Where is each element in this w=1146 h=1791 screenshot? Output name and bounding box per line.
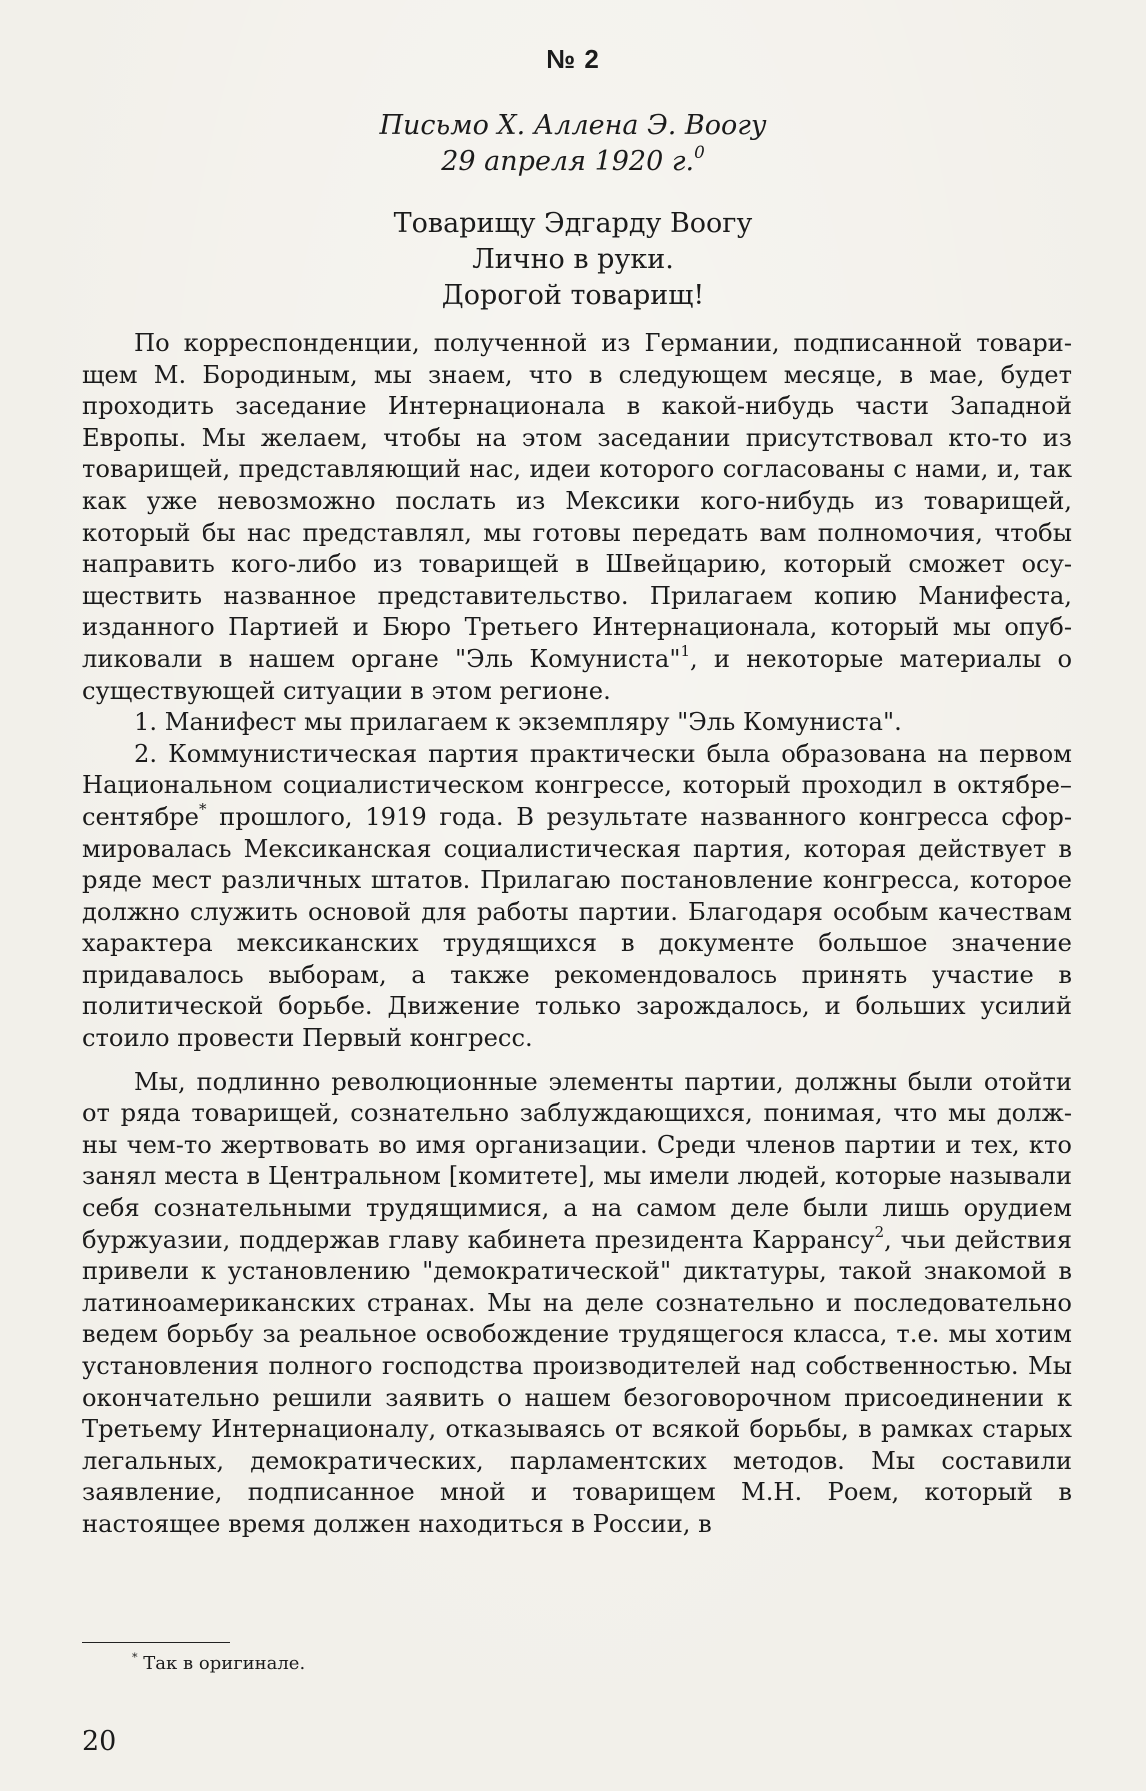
footnote-ref: * <box>198 800 207 819</box>
addressee-note: Лично в руки. <box>472 244 674 275</box>
greeting: Дорогой товарищ! <box>441 280 705 311</box>
footnote-ref: 2 <box>874 1223 885 1242</box>
letter-heading <box>0 108 1146 180</box>
letter-title: Письмо Х. Аллена Э. Воогу <box>379 110 767 141</box>
letter-body <box>82 328 1072 1541</box>
paragraph-text: Мы, подлинно революционные элементы партии, должны были отойти от ряда товарищей, сознательно заблуждающихся, понимая, что мы должны чем-то жертвовать во имя организации. Среди членов партии и тех, кто занял места в Центральном [комитете], мы имели людей, которые называли себя сознательными трудящимися, а на самом деле были лишь орудием буржуазии, поддержав главу кабинета президента Каррансу <box>82 1067 1072 1254</box>
paragraph <box>82 328 1072 707</box>
letter-date-line <box>0 144 1146 180</box>
paragraph <box>82 739 1072 1055</box>
date-note-mark: 0 <box>694 142 705 163</box>
document-number: № 2 <box>546 44 600 74</box>
footnote <box>132 1652 305 1676</box>
addressee-block <box>0 206 1146 314</box>
paragraph-text: 2. Коммунистическая партия практически была образована на первом Национальном социалистическом конгрессе, который проходил в октябре–сентябре <box>82 739 1072 831</box>
footnote-divider <box>82 1642 230 1643</box>
paragraph-text: По корреспонденции, полученной из Германии, подписанной товарищем М. Бородиным, мы знаем, что в следующем месяце, в мае, будет проходить заседание Интернационала в какой-нибудь части Западной Европы. Мы желаем, чтобы на этом заседании присутствовал кто-то из товарищей, представляющий нас, идеи которого согласованы с нами, и, так как уже невозможно послать из Мексики кого-нибудь из товарищей, который бы нас представлял, мы готовы передать вам полномочия, чтобы направить кого-либо из товарищей в Швейцарию, который сможет осуществить названное представительство. Прилагаем копию Манифеста, изданного Партией и Бюро Третьего Интернационала, который мы опубликовали в нашем органе "Эль Комуниста" <box>82 329 1072 673</box>
paragraph: 1. Манифест мы прилагаем к экземпляру "Эль Комуниста". <box>134 708 902 737</box>
paragraph-text: , и некоторые материалы о существующей ситуации в этом регионе. <box>82 644 1073 705</box>
paragraph-text: , чьи действия привели к установлению "демократической" диктатуры, такой знакомой в латиноамериканских странах. Мы на деле сознательно и последовательно ведем борьбу за реальное освобождение трудящегося класса, т.е. мы хотим установления полного господства производителей над собственностью. Мы окончательно решили заявить о нашем безоговорочном присоединении к Третьему Интернационалу, отказываясь от всякой борьбы, в рамках старых легальных, демократических, парламентских методов. Мы составили заявление, подписанное мной и товарищем М.Н. Роем, который в настоящее время должен находиться в России, в <box>82 1225 1072 1538</box>
footnote-mark: * <box>132 1650 138 1664</box>
page-number: 20 <box>82 1726 117 1757</box>
addressee-name: Товарищу Эдгарду Воогу <box>393 208 753 239</box>
footnote-ref: 1 <box>680 642 690 661</box>
footnote-text: Так в оригинале. <box>137 1653 306 1674</box>
letter-date: 29 апреля 1920 г. <box>441 146 695 177</box>
paragraph <box>82 1067 1072 1541</box>
paragraph-text: прошлого, 1919 года. В результате названного конгресса сформировалась Мексиканская социалистическая партия, которая действует в ряде мест различных штатов. Прилагаю постановление конгресса, которое должно служить основой для работы партии. Благодаря особым качествам характера мексиканских трудящихся в документе большое значение придавалось выборам, а также рекомендовалось принять участие в политической борьбе. Движение только зарождалось, и больших усилий стоило провести Первый конгресс. <box>82 802 1072 1053</box>
